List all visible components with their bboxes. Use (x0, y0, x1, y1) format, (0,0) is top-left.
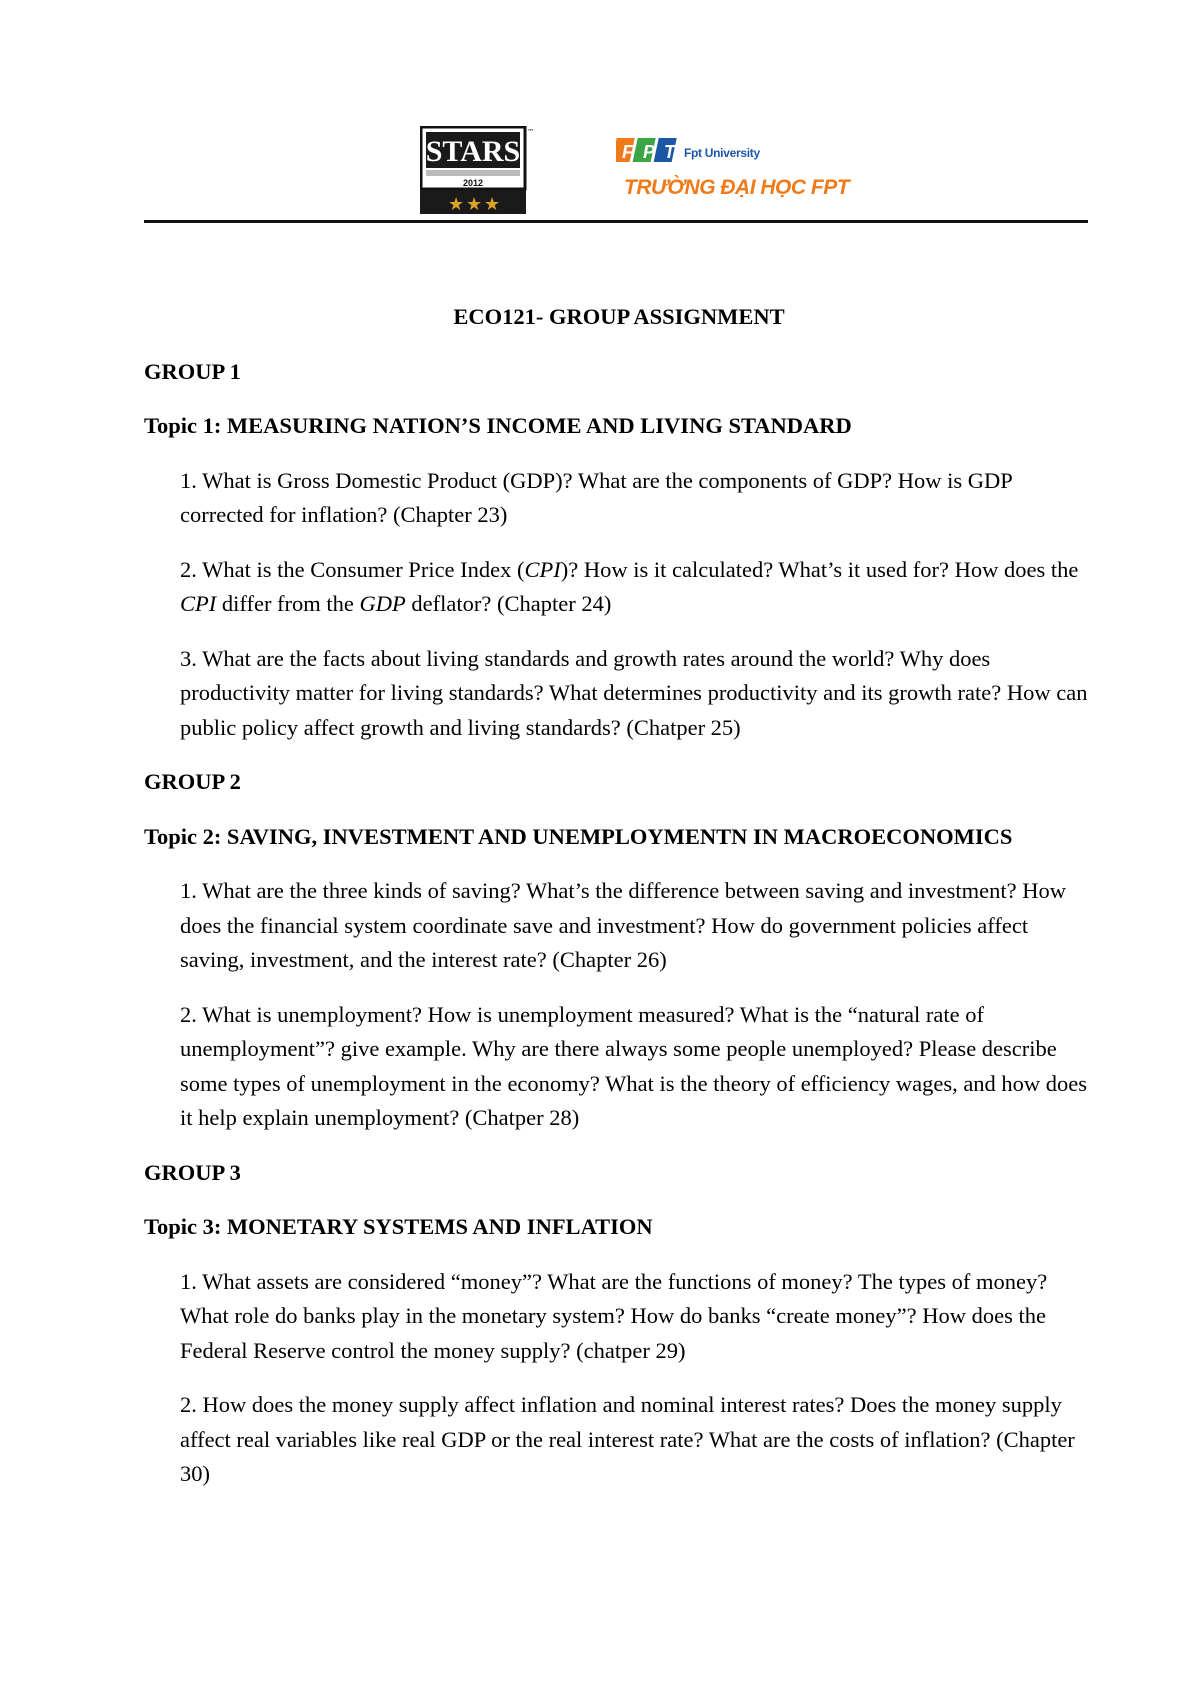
svg-text:T: T (664, 142, 675, 162)
topic-heading: Topic 1: MEASURING NATION’S INCOME AND LIVING STANDARD (144, 413, 852, 438)
stars-logo-year: 2012 (462, 178, 484, 188)
question-item: 2. What is unemployment? How is unemployment measured? What is the “natural rate of unemployment”? give example. Why are there always some people unemployed? Please describe some types of unemployment in the economy? What is the theory of efficiency wages, and how does it help explain unemployment? (Chatper 28) (180, 1001, 1088, 1130)
svg-text:★: ★ (448, 194, 465, 215)
document-title: ECO121- GROUP ASSIGNMENT (453, 304, 785, 329)
question-item: 3. What are the facts about living standards and growth rates around the world? Why does productivity matter for living standards? What determines productivity and its growth rate? How can public policy affect growth and living standards? (Chatper 25) (180, 645, 1088, 740)
document-body (144, 300, 1094, 1512)
document-header (144, 118, 1088, 222)
question-item: 1. What assets are considered “money”? What are the functions of money? The types of money? What role do banks play in the monetary system? How do banks “create money”? How does the Federal Reserve control the money supply? (chatper 29) (180, 1268, 1048, 1363)
fpt-university-logo (616, 132, 850, 212)
topic-heading: Topic 3: MONETARY SYSTEMS AND INFLATION (144, 1214, 653, 1239)
question-item: 2. What is the Consumer Price Index (CPI)? How is it calculated? What’s it used for? How does the CPI differ from the GDP deflator? (Chapter 24) (180, 556, 1079, 616)
group-heading: GROUP 1 (144, 358, 241, 384)
svg-text:★: ★ (466, 194, 483, 215)
topic-heading: Topic 2: SAVING, INVESTMENT AND UNEMPLOYMENTN IN MACROECONOMICS (144, 823, 1013, 849)
stars-rating-logo (420, 126, 534, 216)
question-item: 1. What are the three kinds of saving? What’s the difference between saving and investment? How does the financial system coordinate save and investment? How do government policies affect saving, investment, and the interest rate? (Chapter 26) (180, 878, 1066, 972)
stars-logo-text: STARS (425, 135, 521, 168)
fpt-logo-icon (616, 132, 680, 172)
question-item: 1. What is Gross Domestic Product (GDP)? What are the components of GDP? How is GDP corrected for inflation? (Chapter 23) (180, 467, 1012, 527)
group-heading: GROUP 3 (144, 1159, 241, 1185)
fpt-university-wordmark: Fpt University (684, 146, 760, 160)
fpt-school-name: TRƯỜNG ĐẠI HỌC FPT (624, 176, 850, 199)
group-heading: GROUP 2 (144, 769, 241, 794)
svg-text:™: ™ (527, 128, 534, 136)
question-item: 2. How does the money supply affect inflation and nominal interest rates? Does the money supply affect real variables like real GDP or the real interest rate? What are the costs of inflation? (Chapter 30) (180, 1392, 1075, 1486)
svg-text:P: P (643, 142, 656, 162)
header-divider (144, 220, 1088, 223)
svg-text:★: ★ (484, 194, 501, 215)
svg-text:F: F (622, 142, 633, 162)
